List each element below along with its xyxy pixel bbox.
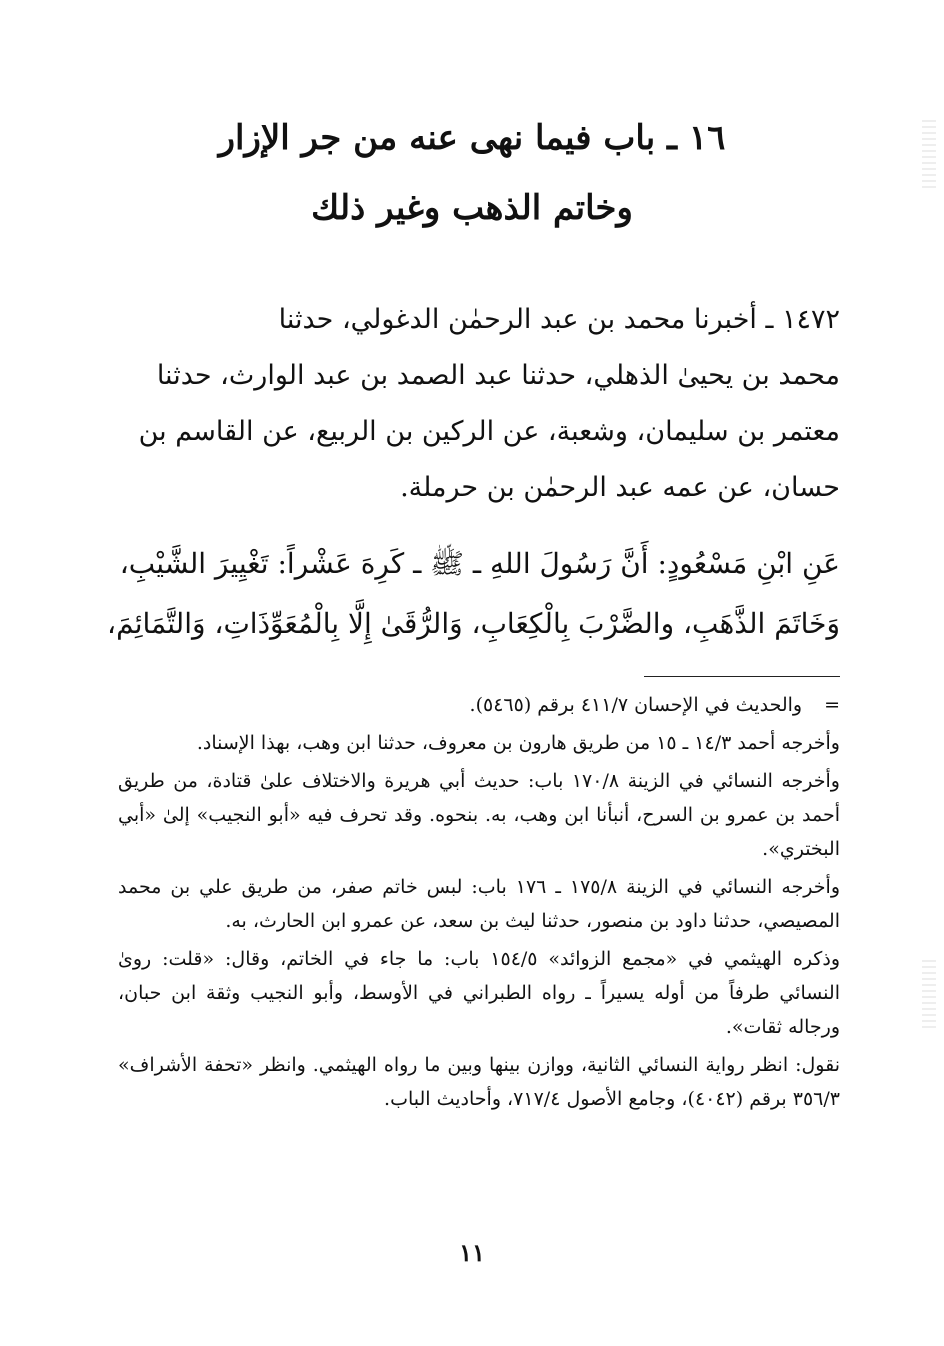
narration-line: حسان، عن عمه عبد الرحمٰن بن حرملة. xyxy=(400,472,840,503)
footnote-text: والحديث في الإحسان ٤١١/٧ برقم (٥٤٦٥). xyxy=(469,694,803,716)
hadith-line: عَنِ ابْنِ مَسْعُودٍ: أَنَّ رَسُولَ اللهِ ـ ﷺ ـ كَرِهَ عَشْراً: تَغْيِيرَ الشَّيْبِ، xyxy=(119,547,840,580)
footnote-separator xyxy=(644,676,840,677)
footnote xyxy=(118,764,840,866)
chapter-heading: ١٦ ـ باب فيما نهى عنه من جر الإزار xyxy=(218,118,726,158)
narration-line: محمد بن يحيىٰ الذهلي، حدثنا عبد الصمد بن عبد الوارث، حدثنا xyxy=(156,360,840,391)
narration-line: معتمر بن سليمان، وشعبة، عن الركين بن الربيع، عن القاسم بن xyxy=(138,416,840,447)
continuation-mark: = xyxy=(824,694,840,716)
hadith-text xyxy=(104,534,840,654)
hadith-line: وَخَاتَمَ الذَّهَبِ، والضَّرْبَ بِالْكِعَابِ، وَالرُّقَىٰ إِلَّا بِالْمُعَوِّذَاتِ، وَالتَّمَائِمَ، xyxy=(107,607,840,640)
footnote xyxy=(118,1048,840,1116)
footnote-text: وأخرجه النسائي في الزينة ١٧٥/٨ ـ ١٧٦ باب: لبس خاتم صفر، من طريق علي بن محمد المصيصي، حدثنا داود بن منصور، حدثنا ليث بن سعد، عن عمرو ابن الحارث، به. xyxy=(118,876,840,932)
footnotes xyxy=(118,688,840,1120)
scan-artifact xyxy=(922,960,936,1030)
narration-line: ١٤٧٢ ـ أخبرنا محمد بن عبد الرحمٰن الدغولي، حدثنا xyxy=(278,304,840,335)
footnote-text: نقول: انظر رواية النسائي الثانية، ووازن بينها وبين ما رواه الهيثمي. وانظر «تحفة الأشراف» ٣٥٦/٣ برقم (٤٠٤٢)، وجامع الأصول ٧١٧/٤، وأحاديث الباب. xyxy=(118,1054,840,1110)
isnad-paragraph xyxy=(104,292,840,516)
scan-artifact xyxy=(922,120,936,190)
footnote-text: وأخرجه النسائي في الزينة ١٧٠/٨ باب: حديث أبي هريرة والاختلاف علىٰ قتادة، من طريق أحمد بن عمرو بن السرح، أنبأنا ابن وهب، به. بنحوه. وقد تحرف فيه «أبو النجيب» إلىٰ «أبي البختري». xyxy=(118,770,840,860)
chapter-subheading: وخاتم الذهب وغير ذلك xyxy=(311,188,633,228)
footnote-text: وذكره الهيثمي في «مجمع الزوائد» ١٥٤/٥ باب: ما جاء في الخاتم، وقال: «قلت: روىٰ النسائي طرفاً من أوله يسيراً ـ رواه الطبراني في الأوسط، وأبو النجيب وثقة ابن حبان، ورجاله ثقات». xyxy=(118,948,840,1038)
footnote xyxy=(118,726,840,760)
footnote xyxy=(118,942,840,1044)
footnote xyxy=(118,688,840,722)
page-number: ١١ xyxy=(459,1238,485,1267)
footnote xyxy=(118,870,840,938)
footnote-text: وأخرجه أحمد ١٤/٣ ـ ١٥ من طريق هارون بن معروف، حدثنا ابن وهب، بهذا الإسناد. xyxy=(196,732,840,754)
